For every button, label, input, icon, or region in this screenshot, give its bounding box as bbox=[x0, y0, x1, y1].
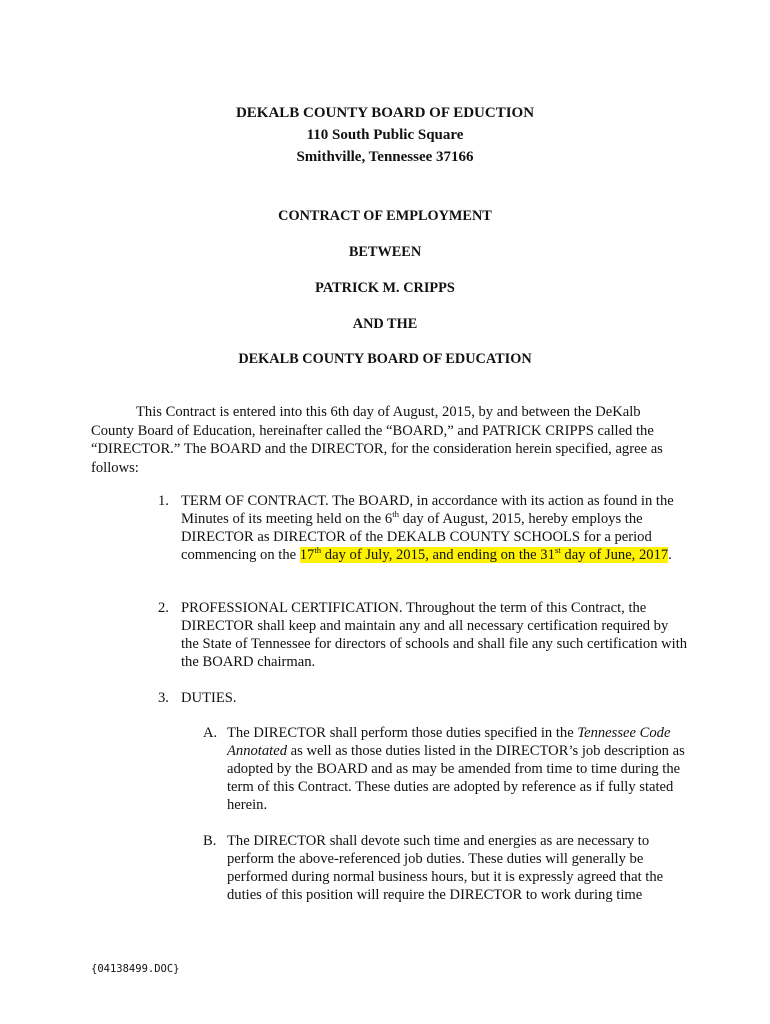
section-professional-certification bbox=[158, 599, 688, 671]
letterhead-city: Smithville, Tennessee 37166 bbox=[296, 149, 474, 165]
title-between: BETWEEN bbox=[348, 244, 422, 260]
document-footer-id: {04138499.DOC} bbox=[91, 963, 180, 975]
section-text: PROFESSIONAL CERTIFICATION. Throughout the term of this Contract, the DIRECTOR shall keep and maintain any and all necessary certification required by the State of Tennessee for directors of schools and shall file any such certification with the BOARD chairman. bbox=[181, 600, 688, 671]
subsection-letter: B. bbox=[203, 833, 217, 849]
subsection-text: The DIRECTOR shall devote such time and energies as are necessary to perform the above-referenced job duties. These duties will generally be performed during normal business hours, but it is expressly agreed that the duties of this position will require the DIRECTOR to work during time bbox=[227, 833, 664, 904]
section-number: 1. bbox=[158, 493, 169, 509]
title-and-the: AND THE bbox=[352, 316, 418, 332]
subsection-b bbox=[203, 832, 692, 904]
subsection-text: The DIRECTOR shall perform those duties specified in the Tennessee Code Annotated as well as those duties listed in the DIRECTOR’s job description as adopted by the BOARD and as may be amended from time to time during the term of this Contract. These duties are adopted by reference as if fully stated herein. bbox=[227, 725, 685, 814]
section-number: 2. bbox=[158, 600, 169, 616]
letterhead bbox=[0, 102, 770, 168]
title-party-director: PATRICK M. CRIPPS bbox=[315, 280, 455, 296]
letterhead-street: 110 South Public Square bbox=[306, 127, 464, 143]
subsection-a bbox=[203, 724, 692, 814]
contract-title: CONTRACT OF EMPLOYMENT bbox=[278, 208, 492, 224]
section-term-of-contract bbox=[158, 492, 688, 564]
title-party-board: DEKALB COUNTY BOARD OF EDUCATION bbox=[238, 351, 532, 367]
section-number: 3. bbox=[158, 690, 169, 706]
section-text: DUTIES. bbox=[181, 690, 237, 706]
highlighted-dates: 17th day of July, 2015, and ending on the 31st day of June, 2017 bbox=[299, 545, 669, 564]
letterhead-name: DEKALB COUNTY BOARD OF EDUCTION bbox=[235, 105, 535, 121]
section-duties bbox=[158, 689, 688, 707]
intro-paragraph: This Contract is entered into this 6th day of August, 2015, by and between the DeKalb County Board of Education, hereinafter called the “BOARD,” and PATRICK CRIPPS called the “DIRECTOR.” The BOARD and the DIRECTOR, for the consideration herein specified, agree as follows: bbox=[91, 404, 663, 476]
subsection-letter: A. bbox=[203, 725, 218, 741]
section-text: TERM OF CONTRACT. The BOARD, in accordance with its action as found in the Minutes of its meeting held on the 6th day of August, 2015, hereby employs the DIRECTOR as DIRECTOR of the DEKALB COUNTY SCHOOLS for a period commencing on the 17th day of July, 2015, and ending on the 31st day of June, 2017. bbox=[181, 493, 674, 564]
